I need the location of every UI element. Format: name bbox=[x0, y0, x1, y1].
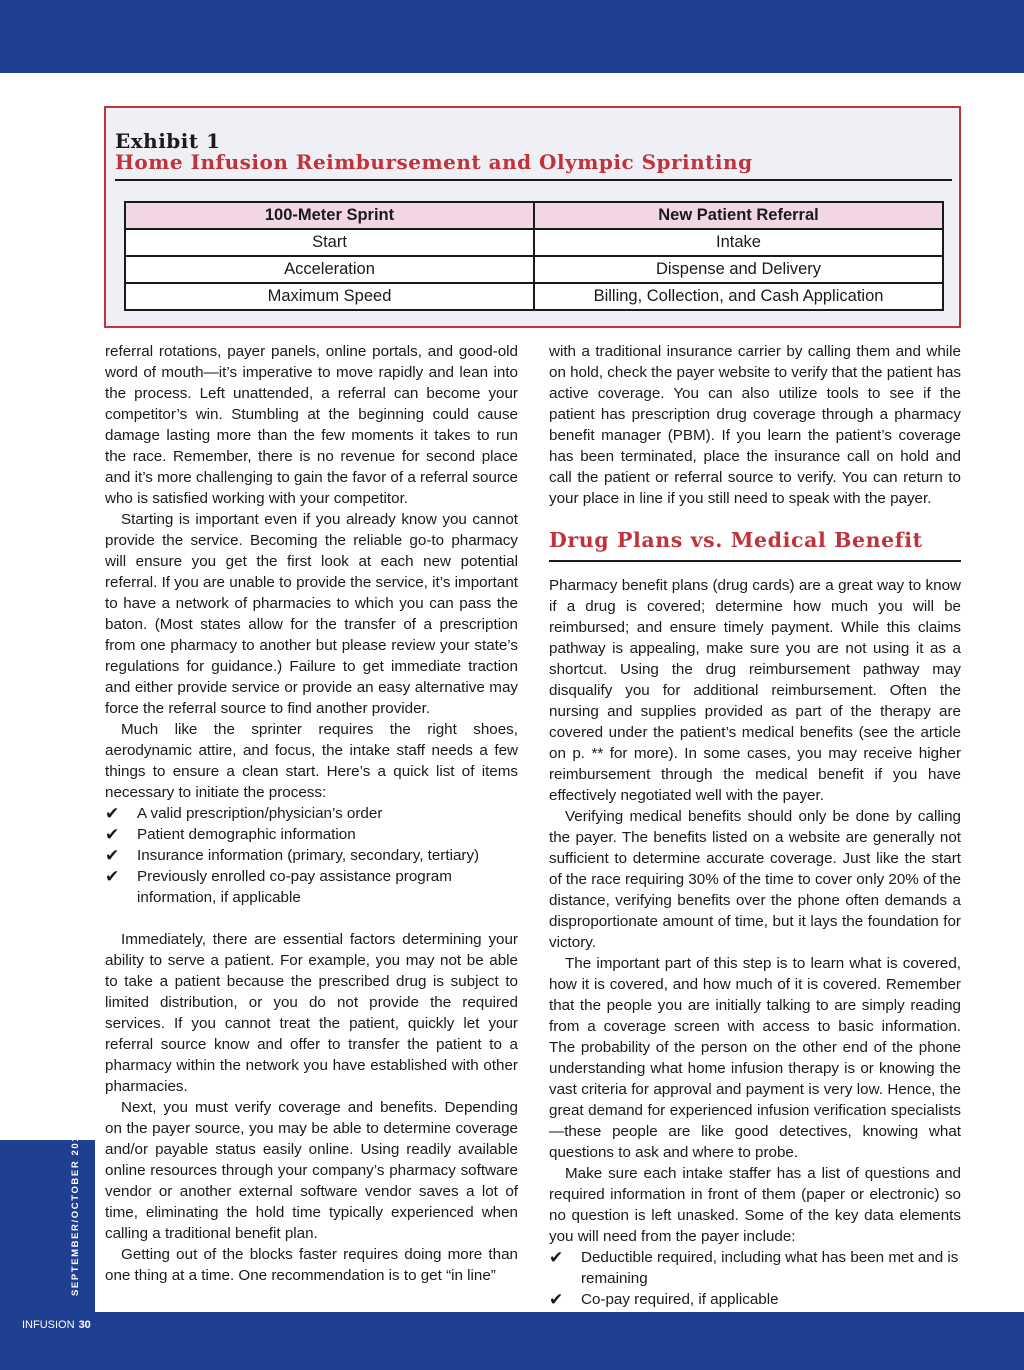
paragraph: Pharmacy benefit plans (drug cards) are a great way to know if a drug is covered; determine how much you will be reimbursed; and ensure timely payment. While this claims pathway is appealing, make sure you are not using it as a shortcut. Using the drug reimbursement pathway may disqualify you for additional reimbursement. Often the nursing and supplies provided as part of the therapy are covered under the patient’s medical benefits (see the article on p. ** for more). In some cases, you may receive higher reimbursement through the medical benefit if you have effectively negotiated well with the payer. bbox=[549, 577, 961, 804]
paragraph: Make sure each intake staffer has a list of questions and required information in front of them (paper or electronic) so no question is left unasked. Some of the key data elements you will need from the payer include: bbox=[549, 1165, 961, 1245]
table-row bbox=[125, 283, 943, 310]
table-header-row bbox=[125, 202, 943, 229]
bottom-banner bbox=[0, 1312, 1024, 1370]
paragraph: Getting out of the blocks faster requires doing more than one thing at a time. One recommendation is to get “in line” bbox=[105, 1246, 518, 1284]
exhibit-divider bbox=[115, 179, 952, 181]
right-column bbox=[549, 341, 961, 1310]
issue-date: SEPTEMBER/OCTOBER 2016 bbox=[70, 1127, 81, 1296]
check-icon: ✔ bbox=[105, 846, 120, 865]
paragraph: Immediately, there are essential factors determining your ability to serve a patient. For example, you may not be able to take a patient because the prescribed drug is subject to limited distribution, or you do not provide the required services. If you cannot treat the patient, quickly let your referral source know and offer to transfer the patient to a pharmacy within the network you have established with other pharmacies. bbox=[105, 931, 518, 1095]
list-item: ✔ Deductible required, including what has been met and is remaining bbox=[549, 1248, 959, 1287]
paragraph: Verifying medical benefits should only be done by calling the payer. The benefits listed on a website are generally not sufficient to determine accurate coverage. Just like the start of the race requiring 30% of the time to cover only 20% of the distance, verifying benefits over the phone often demands a disproportionate amount of time, but it lays the foundation for victory. bbox=[549, 808, 961, 951]
paragraph: Starting is important even if you already know you cannot provide the service. Becoming the reliable go-to pharmacy will ensure you get the first look at each new potential referral. If you are unable to provide the service, it’s important to have a network of pharmacies to which you can pass the baton. (Most states allow for the transfer of a prescription from one pharmacy to another but please review your state’s regulations for guidance.) Failure to get immediate traction and either provide service or provide an easy alternative may force the referral source to find another provider. bbox=[105, 511, 518, 717]
table-header: New Patient Referral bbox=[534, 202, 943, 229]
section-heading: Drug Plans vs. Medical Benefit bbox=[549, 528, 923, 552]
paragraph: Much like the sprinter requires the right shoes, aerodynamic attire, and focus, the intake staff needs a few things to ensure a clean start. Here’s a quick list of items necessary to initiate the process: bbox=[105, 721, 518, 801]
check-icon: ✔ bbox=[105, 867, 120, 886]
page-number: 30 bbox=[78, 1319, 91, 1331]
table-cell: Start bbox=[125, 229, 534, 256]
paragraph: The important part of this step is to learn what is covered, how it is covered, and how much of it is covered. Remember that the people you are initially talking to are simply reading from a coverage screen with access to basic information. The probability of the person on the other end of the phone understanding what home infusion therapy is or knowing the vast criteria for approval and payment is very low. Hence, the great demand for experienced infusion verification specialists—these people are like good detectives, knowing what questions to ask and where to probe. bbox=[549, 955, 961, 1161]
table-cell: Maximum Speed bbox=[125, 283, 534, 310]
exhibit-table bbox=[124, 201, 944, 311]
exhibit-title: Home Infusion Reimbursement and Olympic Sprinting bbox=[115, 150, 753, 174]
table-header: 100-Meter Sprint bbox=[125, 202, 534, 229]
list-item: ✔ Insurance information (primary, secondary, tertiary) bbox=[105, 846, 480, 865]
table-row bbox=[125, 229, 943, 256]
list-item: ✔ Co-pay required, if applicable bbox=[549, 1290, 779, 1309]
top-banner bbox=[0, 0, 1024, 73]
table-cell: Intake bbox=[534, 229, 943, 256]
payer-checklist bbox=[549, 1247, 961, 1310]
check-icon: ✔ bbox=[105, 825, 120, 844]
exhibit-box bbox=[104, 106, 961, 328]
list-item: ✔ Previously enrolled co-pay assistance program information, if applicable bbox=[105, 867, 452, 906]
paragraph: Next, you must verify coverage and benefits. Depending on the payer source, you may be able to determine coverage and/or payable status easily online. Using readily available online resources through your company’s pharmacy software vendor or another external software vendor saves a lot of time, eliminating the hold time typically experienced when calling a traditional benefit plan. bbox=[105, 1099, 518, 1242]
paragraph: with a traditional insurance carrier by calling them and while on hold, check the payer website to verify that the patient has active coverage. You can also utilize tools to see if the patient has prescription drug coverage through a pharmacy benefit manager (PBM). If you learn the patient’s coverage has been terminated, place the insurance call on hold and call the patient or referral source to verify. You can return to your place in line if you still need to speak with the payer. bbox=[549, 343, 961, 507]
left-column bbox=[105, 341, 518, 1286]
list-item: ✔ Patient demographic information bbox=[105, 825, 356, 844]
intake-checklist bbox=[105, 803, 518, 908]
list-item: ✔ A valid prescription/physician’s order bbox=[105, 804, 383, 823]
table-cell: Dispense and Delivery bbox=[534, 256, 943, 283]
table-cell: Acceleration bbox=[125, 256, 534, 283]
page-folio bbox=[22, 1319, 91, 1331]
check-icon: ✔ bbox=[549, 1290, 564, 1309]
paragraph: referral rotations, payer panels, online portals, and good-old word of mouth—it’s imperative to move rapidly and lean into the process. Left unattended, a referral can become your competitor’s win. Stumbling at the beginning could cause damage lasting more than the few moments it takes to run the race. Remember, there is no revenue for second place and it’s more challenging to gain the favor of a referral source who is satisfied working with your competitor. bbox=[105, 343, 518, 507]
exhibit-label: Exhibit 1 bbox=[115, 129, 221, 153]
check-icon: ✔ bbox=[105, 804, 120, 823]
magazine-name: INFUSION bbox=[22, 1319, 75, 1331]
table-row bbox=[125, 256, 943, 283]
check-icon: ✔ bbox=[549, 1248, 564, 1267]
table-cell: Billing, Collection, and Cash Application bbox=[534, 283, 943, 310]
section-divider bbox=[549, 560, 961, 562]
